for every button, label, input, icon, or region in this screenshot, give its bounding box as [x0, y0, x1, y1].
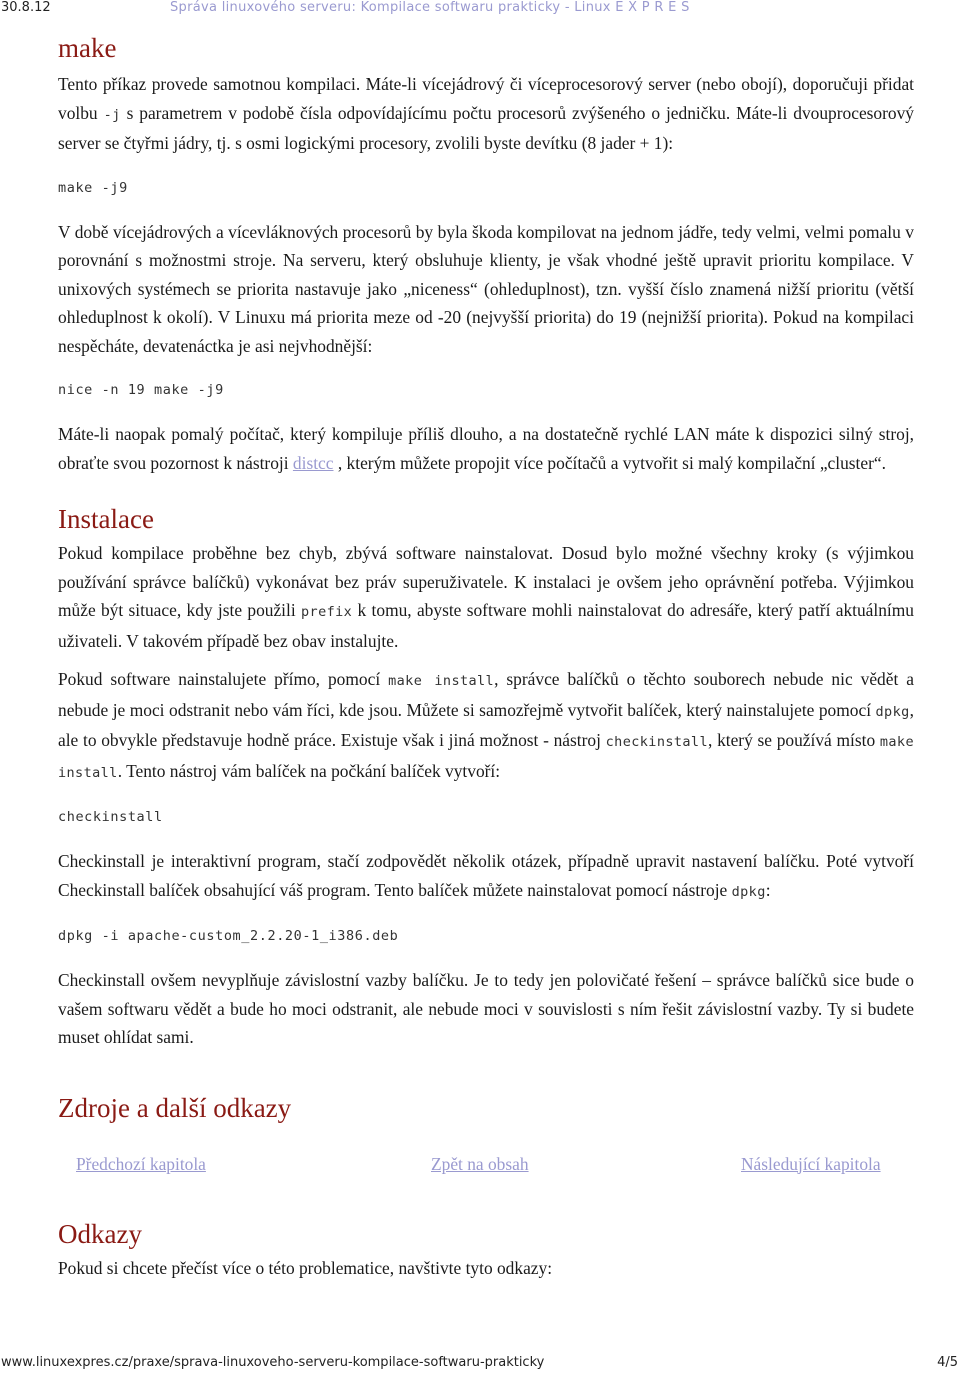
text-run: Máte-li naopak pomalý počítač, který kompiluje příliš dlouho, a na dostatečně rychlé LAN máte k dispozici silný stroj, obraťte svou pozornost k nástroji [58, 424, 914, 473]
code-dpkg-install: dpkg -i apache-custom_2.2.20-1_i386.deb [58, 928, 399, 944]
text-run: , který se používá místo [708, 730, 880, 750]
paragraph-instalace-3 [58, 847, 914, 906]
text-run: , kterým můžete propojit více počítačů a vytvořit si malý kompilační „cluster“. [333, 452, 886, 473]
text-run: : [765, 879, 771, 900]
paragraph-instalace-4: Checkinstall ovšem nevyplňuje závislostní vazby balíčku. Je to tedy jen polovičaté řešení – správce balíčků sice bude o vašem softwaru vědět a bude ho moci odstranit, ale nebude moci v souvislosti s ním řešit závislostní vazby. Ty si budete muset ohlídat sami. [58, 970, 914, 1047]
inline-code-dpkg: dpkg [875, 703, 910, 720]
heading-make: make [58, 33, 117, 63]
print-footer [0, 1355, 960, 1373]
link-table-of-contents[interactable]: Zpět na obsah [431, 1153, 529, 1174]
inline-code-make-install: make install [388, 673, 495, 689]
text-run: Pokud software nainstalujete přímo, pomocí [58, 669, 389, 689]
inline-code-prefix: prefix [301, 604, 353, 620]
text-run: Checkinstall je interaktivní program, stačí zodpovědět několik otázek, případně upravit nastavení balíčku. Poté vytvoří Checkinstall balíček obsahující váš program. Tento balíček můžete nainstalovat pomocí nástroje [58, 851, 914, 900]
paragraph-make-intro [58, 70, 914, 158]
print-page-number: 4/5 [937, 1355, 958, 1370]
inline-code-make-install: make install [58, 734, 914, 781]
article-body [58, 30, 914, 1282]
chapter-navigation [58, 1150, 914, 1180]
heading-zdroje: Zdroje a další odkazy [58, 1092, 292, 1123]
text-run: , ale to obvykle představuje hodně práce. Existuje však i jiná možnost - nástroj [58, 699, 914, 750]
text-run: s parametrem v podobě čísla odpovídajícímu počtu procesorů zvýšeného o jedničku. Máte-li dvouprocesorový server se čtyřmi jádry, tj. s osmi logickými procesory, zvolili byste devítku (8 jader + 1): [58, 102, 915, 153]
paragraph-instalace-2 [58, 665, 914, 787]
print-header [0, 0, 960, 18]
code-checkinstall: checkinstall [58, 809, 163, 825]
text-run: Tento příkaz provede samotnou kompilaci. Máte-li vícejádrový či víceprocesorový server (nebo obojí), doporučuji přidat volbu [58, 74, 914, 123]
paragraph-make-priority: V době vícejádrových a vícevláknových procesorů by byla škoda kompilovat na jednom jádře, tedy velmi, velmi pomalu v porovnání s možnostmi stroje. Na serveru, který obsluhuje klienty, je však vhodné ještě upravit prioritu kompilace. V unixových systémech se priorita nastavuje jako „niceness“ (ohleduplnost), tzn. vyšší číslo znamená nižší prioritu (větší ohleduplnost k okolí). V Linuxu má priorita meze od -20 (nejvyšší priorita) do 19 (nejnižší priorita). Pokud na kompilaci nespěcháte, devatenáctka je asi nejvhodnější: [58, 221, 914, 356]
code-nice-make: nice -n 19 make -j9 [58, 382, 224, 398]
inline-code-j: -j [103, 106, 121, 123]
print-url: www.linuxexpres.cz/praxe/sprava-linuxoveho-serveru-kompilace-softwaru-prakticky [1, 1355, 545, 1370]
inline-code-dpkg: dpkg [731, 883, 766, 900]
text-run: . Tento nástroj vám balíček na počkání balíček vytvoří: [117, 760, 501, 781]
heading-odkazy: Odkazy [58, 1218, 142, 1249]
text-run: k tomu, abyste software mohli nainstalovat do adresáře, který patří aktuálnímu uživateli. V takovém případě bez obav instalujte. [58, 600, 914, 651]
code-make-j9: make -j9 [58, 179, 128, 196]
inline-code-checkinstall: checkinstall [605, 734, 708, 750]
link-previous-chapter[interactable]: Předchozí kapitola [76, 1153, 206, 1174]
link-distcc[interactable]: distcc [292, 452, 334, 473]
link-next-chapter[interactable]: Následující kapitola [741, 1153, 881, 1174]
text-run: Pokud kompilace proběhne bez chyb, zbývá software nainstalovat. Dosud bylo možné všechny kroky (s výjimkou používání správce balíčků) vykonávat bez práv superuživatele. K instalaci je ovšem jeho oprávnění potřeba. Výjimkou může být situace, kdy jste použili [58, 543, 914, 620]
heading-instalace: Instalace [58, 504, 154, 534]
paragraph-instalace-1 [58, 539, 914, 655]
text-run: , správce balíčků o těchto souborech nebude nic vědět a nebude je moci odstranit nebo vám říci, kde jsou. Můžete si samozřejmě vytvořit balíček, který nainstalujete pomocí [58, 669, 914, 720]
print-date: 30.8.12 [1, 0, 51, 15]
paragraph-odkazy: Pokud si chcete přečíst více o této problematice, navštivte tyto odkazy: [58, 1257, 553, 1278]
print-page-title: Správa linuxového serveru: Kompilace softwaru prakticky - Linux E X P R E S [170, 0, 690, 15]
paragraph-make-distcc [58, 420, 914, 477]
